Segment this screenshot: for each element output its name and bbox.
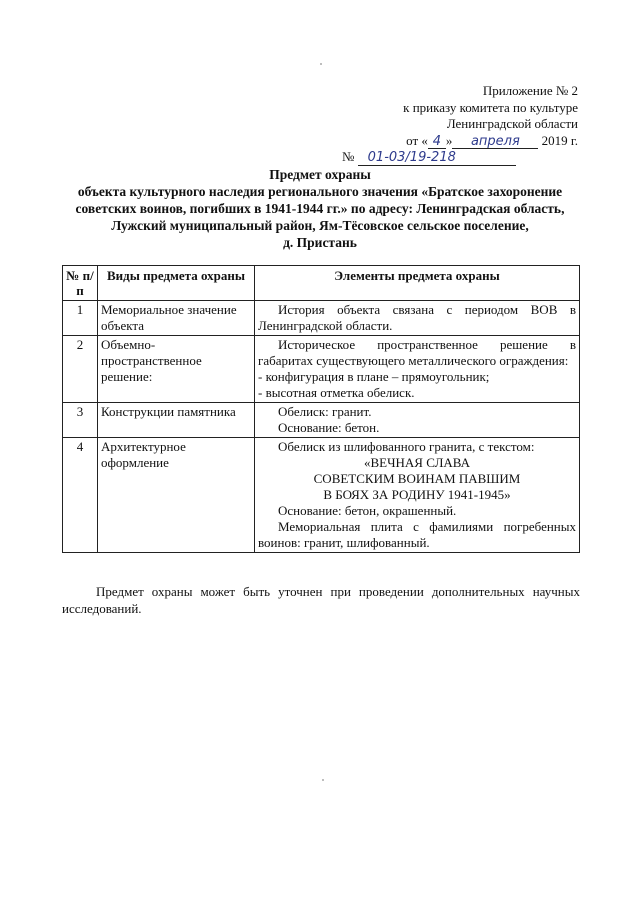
title-line: объекта культурного наследия регионального значения «Братское захоронение [77,184,563,199]
element-text: Обелиск: гранит. [278,404,372,419]
inscription-line: «ВЕЧНАЯ СЛАВА [363,455,471,470]
appendix-block [338,83,578,166]
row-elements [255,301,580,336]
row-elements [255,336,580,403]
row-kind: Конструкции памятника [98,403,255,438]
date-mid: » [445,132,453,148]
header-elements: Элементы предмета охраны [255,266,580,301]
row-kind: Архитектурное оформление [98,438,255,553]
footer-note: Предмет охраны может быть уточнен при проведении дополнительных научных исследований. [62,584,580,616]
title-line: д. Пристань [283,235,357,250]
num-prefix: № [342,149,355,164]
header-num: № п/п [63,266,98,301]
date-prefix: от « [406,132,428,148]
title-line: Лужский муниципальный район, Ям-Тёсовское сельское поселение, [111,218,529,233]
appendix-order-number [342,149,578,166]
scan-speck [322,779,324,781]
date-year: 2019 г. [541,132,578,148]
element-text: Основание: бетон. [278,420,380,435]
inscription-line: СОВЕТСКИМ ВОИНАМ ПАВШИМ [313,471,521,486]
header-kind: Виды предмета охраны [98,266,255,301]
element-text: - высотная отметка обелиск. [258,385,415,400]
element-text: Обелиск из шлифованного гранита, с текстом: [278,439,535,454]
date-month-handwritten: апреля [452,135,538,149]
inscription-line: В БОЯХ ЗА РОДИНУ 1941-1945» [323,487,511,502]
order-number-handwritten: 01-03/19-218 [358,151,516,166]
row-num: 3 [63,403,98,438]
row-num: 1 [63,301,98,336]
element-text: - конфигурация в плане – прямоугольник; [258,369,490,384]
row-kind: Мемориальное значение объекта [98,301,255,336]
table-row [63,336,580,403]
table-header-row [63,266,580,301]
appendix-region: Ленинградской области [446,116,578,131]
row-num: 2 [63,336,98,403]
protection-table [62,265,580,553]
table-row [63,438,580,553]
document-title [50,166,590,251]
date-day-handwritten: 4 [428,135,446,149]
row-elements [255,403,580,438]
table-row [63,301,580,336]
appendix-number: Приложение № 2 [482,83,578,98]
appendix-order-ref: к приказу комитета по культуре [403,99,578,115]
element-text: Мемориальная плита с фамилиями погребенных воинов: гранит, шлифованный. [258,519,576,550]
row-kind: Объемно-пространственное решение: [98,336,255,403]
element-text: История объекта связана с периодом ВОВ в Ленинградской области. [258,302,576,333]
element-text: Историческое пространственное решение в габаритах существующего металлического ограждения: [258,337,576,368]
title-line: советских воинов, погибших в 1941-1944 гг.» по адресу: Ленинградская область, [75,201,565,216]
element-text: Основание: бетон, окрашенный. [278,503,457,518]
scan-speck [320,63,322,65]
title-line: Предмет охраны [269,167,371,182]
appendix-date [338,133,578,150]
row-elements [255,438,580,553]
table-row [63,403,580,438]
row-num: 4 [63,438,98,553]
